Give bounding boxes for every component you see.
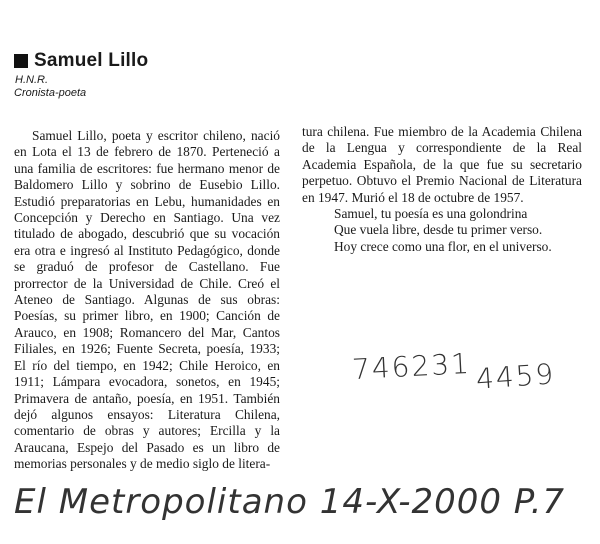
- right-column-text: tura chilena. Fue miembro de la Academia Chilena de la Lengua y correspondiente de la Real Academia Española, de la que fue su secretario perpetuo. Obtuvo el Premio Nacional de Literatura en 1947. Murió el 18 de octubre de 1957.: [302, 124, 582, 205]
- handwritten-number-right: 4459: [474, 357, 557, 396]
- right-column: [302, 124, 582, 255]
- poem-line: Hoy crece como una flor, en el universo.: [334, 238, 552, 254]
- article-initials: H.N.R.: [15, 74, 48, 86]
- article-header: [14, 50, 148, 100]
- title-row: [14, 50, 148, 72]
- square-bullet-icon: [14, 54, 28, 68]
- left-column: [14, 128, 280, 473]
- poem-line: Samuel, tu poesía es una golondrina: [334, 206, 528, 222]
- article-role: Cronista-poeta: [14, 87, 87, 99]
- handwritten-number-left: 746231: [351, 346, 472, 387]
- handwritten-source-note: El Metropolitano 14-X-2000 P.7: [14, 482, 566, 522]
- left-column-text: Samuel Lillo, poeta y escritor chileno, nació en Lota el 13 de febrero de 1870. Perteneció a una familia de escritores: fue hermano menor de Baldomero Lillo y sobrino de Eusebio Lillo. Estudió preparatorias en Lebu, humanidades en Concepción y Derecho en Santiago. Una vez titulado de abogado, descubrió que su vocación era otra e ingresó al Instituto Pedagógico, donde se graduó de profesor de Castellano. Fue prorrector de la Universidad de Chile. Creó el Ateneo de Santiago. Algunas de sus obras: Poesías, su primer libro, en 1900; Canción de Arauco, en 1908; Romancero del Mar, Cantos Filiales, en 1926; Fuente Secreta, poesía, 1933; El río del tiempo, en 1942; Chile Heroico, en 1911; Lámpara evocadora, sonetos, en 1945; Primavera de antaño, poesía, en 1951. También dejó algunos ensayos: Literatura Chilena, comentario de obras y autores; Ercilla y la Araucana, Espejo del Pasado es un libro de memorias personales y de medio siglo de litera-: [14, 128, 280, 472]
- article-title: Samuel Lillo: [34, 50, 149, 71]
- poem: [302, 206, 582, 255]
- poem-line: Que vuela libre, desde tu primer verso.: [334, 222, 543, 238]
